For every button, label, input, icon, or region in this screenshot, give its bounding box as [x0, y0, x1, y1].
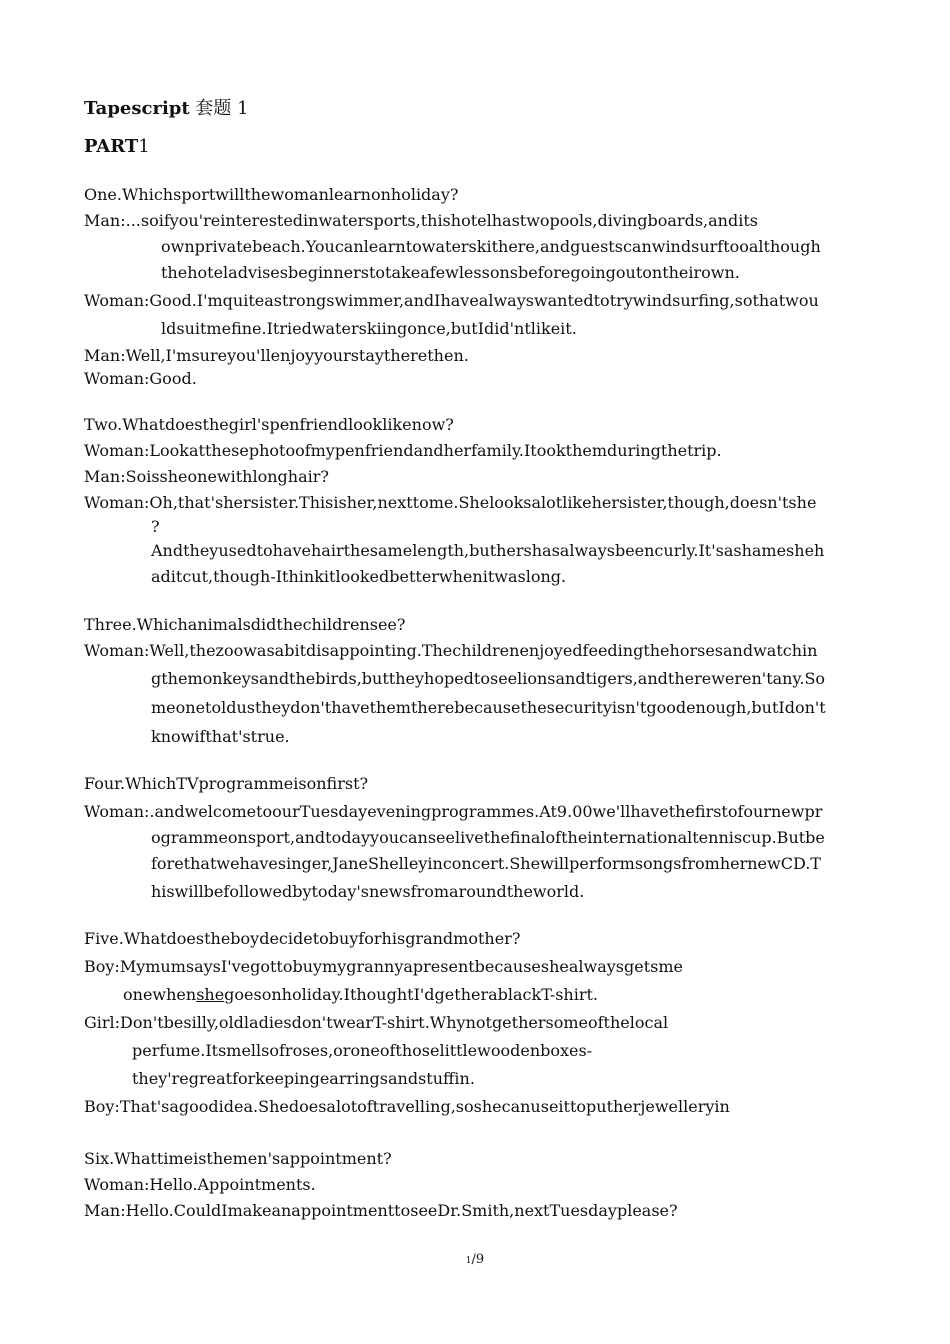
question-2: Two.Whatdoesthegirl'spenfriendlooklikenow?	[84, 415, 454, 434]
dialogue-line: Boy:MymumsaysI'vegottobuymygrannyapresentbecauseshealwaysgetsme	[84, 957, 683, 976]
dialogue-continuation: ogrammeonsport,andtodayyoucanseelivethefinaloftheinternationaltenniscup.Butbe	[151, 828, 825, 847]
page-title	[84, 96, 884, 122]
dialogue-line: Boy:That'sagoodidea.Shedoesalotoftravelling,soshecanuseittoputherjewelleryin	[84, 1097, 730, 1116]
dialogue-line: Woman:Good.I'mquiteastrongswimmer,andIhavealwayswantedtotrywindsurfing,sothatwou	[84, 291, 819, 310]
question-3: Three.Whichanimalsdidthechildrensee?	[84, 615, 406, 634]
dialogue-continuation: ownprivatebeach.Youcanlearntowaterskithere,andguestscanwindsurftooalthough	[161, 237, 821, 256]
dialogue-line: Man:...soifyou'reinterestedinwatersports,thishotelhastwopools,divingboards,andits	[84, 211, 758, 230]
document-page	[84, 96, 884, 1224]
part-heading	[84, 134, 884, 160]
part-bold: PART	[84, 136, 139, 157]
question-2-block	[84, 412, 884, 590]
dialogue-continuation: they'regreatforkeepingearringsandstuffin.	[132, 1069, 475, 1088]
dialogue-continuation: knowifthat'strue.	[151, 727, 290, 746]
text-run: goesonholiday.IthoughtI'dgetherablackT-shirt.	[224, 985, 599, 1004]
dialogue-line: Man:Well,I'msureyou'llenjoyyourstaytherethen.	[84, 346, 469, 365]
dialogue-line: Woman:.andwelcometoourTuesdayeveningprogrammes.At9.00we'llhavethefirstofournewpr	[84, 802, 823, 821]
question-5: Five.Whatdoestheboydecidetobuyforhisgrandmother?	[84, 929, 521, 948]
dialogue-line: Woman:Lookatthesephotoofmypenfriendandherfamily.Itookthemduringthetrip.	[84, 441, 722, 460]
question-4-block	[84, 771, 884, 906]
dialogue-continuation: thehoteladvisesbeginnerstotakeafewlessonsbeforegoingoutontheirown.	[161, 263, 740, 282]
page-total: /9	[471, 1252, 485, 1267]
question-5-block	[84, 926, 884, 1120]
dialogue-line: Woman:Good.	[84, 369, 197, 388]
part-number: 1	[138, 136, 150, 157]
title-rest: 套题 1	[189, 98, 249, 119]
dialogue-continuation: aditcut,though-Ithinkitlookedbetterwhenitwaslong.	[151, 567, 567, 586]
question-4: Four.WhichTVprogrammeisonfirst?	[84, 774, 369, 793]
page-current: 1	[465, 1256, 472, 1266]
question-1-block	[84, 182, 884, 390]
dialogue-continuation	[84, 982, 884, 1008]
dialogue-line: Man:Soissheonewithlonghair?	[84, 467, 329, 486]
dialogue-continuation: perfume.Itsmellsofroses,oroneofthoselittlewoodenboxes-	[132, 1041, 593, 1060]
dialogue-continuation: gthemonkeysandthebirds,buttheyhopedtoseelionsandtigers,andthereweren'tany.So	[151, 669, 826, 688]
question-6: Six.Whattimeisthemen'sappointment?	[84, 1149, 392, 1168]
dialogue-line: Man:Hello.CouldImakeanappointmenttoseeDr.Smith,nextTuesdayplease?	[84, 1201, 678, 1220]
dialogue-continuation: meonetoldustheydon'thavethemtherebecausethesecurityisn'tgoodenough,butIdon't	[151, 698, 826, 717]
title-bold: Tapescript	[84, 98, 190, 119]
dialogue-continuation: forethatwehavesinger,JaneShelleyinconcert.ShewillperformsongsfromhernewCD.T	[151, 854, 821, 873]
question-6-block	[84, 1146, 884, 1224]
question-1: One.Whichsportwillthewomanlearnonholiday?	[84, 185, 459, 204]
dialogue-continuation: hiswillbefollowedbytoday'snewsfromaroundtheworld.	[151, 882, 585, 901]
question-3-block	[84, 612, 884, 751]
dialogue-continuation: Andtheyusedtohavehairthesamelength,buthershasalwaysbeencurly.It'sashamesheh	[151, 541, 825, 560]
dialogue-line: Woman:Well,thezoowasabitdisappointing.Thechildrenenjoyedfeedingthehorsesandwatchin	[84, 641, 818, 660]
dialogue-line: Girl:Don'tbesilly,oldladiesdon'twearT-shirt.Whynotgethersomeofthelocal	[84, 1013, 669, 1032]
dialogue-line: Woman:Oh,that'shersister.Thisisher,nexttome.Shelooksalotlikehersister,though,doesn'tshe	[84, 493, 817, 512]
dialogue-continuation: ldsuitmefine.Itriedwaterskiingonce,butIdid'ntlikeit.	[161, 319, 577, 338]
dialogue-line: Woman:Hello.Appointments.	[84, 1175, 316, 1194]
dialogue-continuation: ?	[151, 517, 160, 536]
text-run: onewhen	[123, 985, 197, 1004]
page-number	[0, 1252, 950, 1267]
underlined-word: she	[196, 985, 225, 1004]
